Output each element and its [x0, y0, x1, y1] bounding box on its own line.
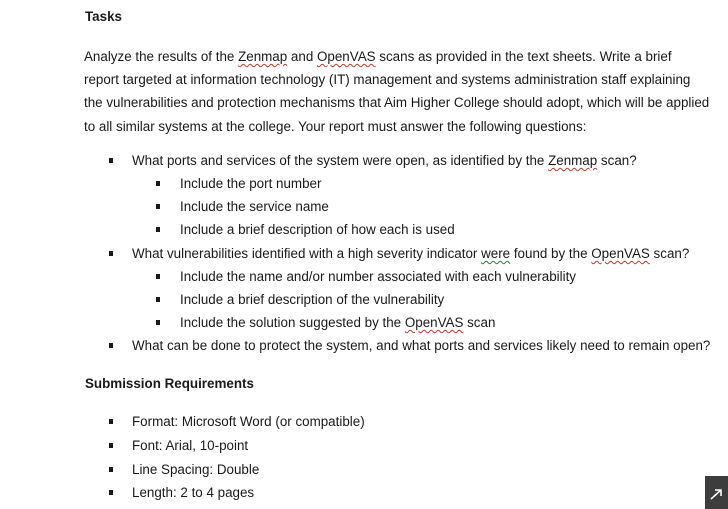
- bullet-icon: [156, 274, 160, 279]
- bullet-icon: [109, 419, 113, 424]
- scroll-arrow-icon: [709, 488, 723, 500]
- bullet-icon: [156, 181, 160, 186]
- intro-line-4: to all similar systems at the college. Your report must answer the following questions:: [84, 118, 587, 134]
- were-term: were: [481, 246, 511, 261]
- zenmap-term: Zenmap: [548, 153, 598, 168]
- bullet-icon: [109, 467, 113, 472]
- intro-line-1: Analyze the results of the Zenmap and OpenVAS scans as provided in the text sheets. Write a brief: [84, 49, 672, 64]
- zenmap-term: Zenmap: [238, 49, 288, 64]
- bullet-icon: [109, 343, 113, 348]
- bullet-icon: [156, 320, 160, 325]
- intro-line-3: the vulnerabilities and protection mechanisms that Aim Higher College should adopt, which will be applied: [84, 95, 710, 111]
- document-page: Tasks Analyze the results of the Zenmap and OpenVAS scans as provided in the text sheets. Write a brief report targeted at information technology (IT) management and systems administration staff explaining the vulnerabilities and protection mechanisms that Aim Higher College should adopt, which will be applied to all similar systems at the college. Your report must answer the following questions: What ports and services of the system were open, as identified by the Zenmap scan? Include the port number Include the service name Include a brief description of how each is used What vulnerabilities identified with a high severity indicator were found by the OpenVAS scan? Include the name and/or number associated with each vulnerability Include a brief description of the vulnerability Include the solution suggested by the OpenVAS scan What can be done to protect the system, and what ports and services likely need to remain open? Submission Requirements Format: Microsoft Word (or compatible) Font: Arial, 10-point Line Spacing: Double Length: 2 to 4 pages: [0, 0, 728, 509]
- openvas-term: OpenVAS: [404, 315, 464, 330]
- intro-paragraph: [84, 45, 714, 138]
- submission-heading: Submission Requirements: [85, 376, 254, 391]
- intro-line-2: report targeted at information technology (IT) management and systems administration staff explaining: [84, 72, 691, 88]
- bullet-icon: [156, 297, 160, 302]
- bullet-icon: [156, 204, 160, 209]
- bullet-icon: [109, 443, 113, 448]
- openvas-term: OpenVAS: [317, 49, 376, 64]
- scroll-to-top-button[interactable]: [705, 476, 728, 509]
- tasks-heading: Tasks: [85, 9, 122, 24]
- bullet-icon: [109, 251, 113, 256]
- openvas-term: OpenVAS: [591, 246, 650, 261]
- bullet-icon: [109, 158, 113, 163]
- bullet-icon: [109, 490, 113, 495]
- bullet-icon: [156, 227, 160, 232]
